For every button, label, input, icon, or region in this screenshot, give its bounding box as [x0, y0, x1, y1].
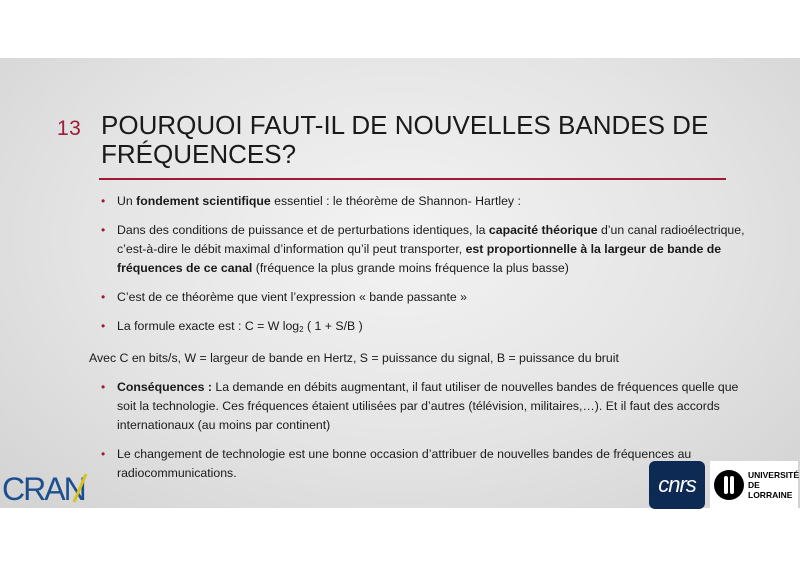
ul-logo-line1: UNIVERSITÉ	[748, 470, 800, 480]
bullet-icon: •	[101, 223, 106, 237]
bold-text: fondement scientifique	[136, 194, 271, 208]
bullet-item	[101, 317, 746, 339]
text-run: La demande en débits augmentant, il faut utiliser de nouvelles bandes de fréquences quelle que soit la technologie. Ces fréquences étaient utilisées par d’autres (télévision, militaires,…). Et il faut des accords internationaux (au moins par continent)	[117, 380, 739, 432]
bullet-icon: •	[101, 290, 106, 304]
slide-body	[89, 192, 746, 493]
cnrs-logo-text: cnrs	[658, 472, 696, 497]
text-run: La formule exacte est : C = W log	[117, 319, 300, 333]
cran-logo	[0, 468, 98, 508]
ul-logo-line2: DE LORRAINE	[748, 480, 793, 500]
text-run: Avec C en bits/s, W = largeur de bande en Hertz, S = puissance du signal, B = puissance du bruit	[89, 351, 619, 365]
bold-text: est proportionnelle à la largeur de bande de fréquences de ce canal	[117, 242, 722, 275]
slide-title: POURQUOI FAUT-IL DE NOUVELLES BANDES DE FRÉQUENCES?	[101, 110, 709, 169]
text-run: (fréquence la plus grande moins fréquence la plus basse)	[252, 261, 569, 275]
universite-de-lorraine-logo	[710, 461, 798, 509]
text-run: Dans des conditions de puissance et de perturbations identiques, la	[117, 223, 489, 237]
text-run: C’est de ce théorème que vient l’expression « bande passante »	[117, 290, 467, 304]
bullet-icon: •	[101, 380, 106, 394]
bullet-icon: •	[101, 447, 106, 461]
ul-mark-icon	[714, 470, 744, 500]
bullet-item	[101, 288, 746, 307]
cran-logo-text: CRAN	[2, 471, 85, 507]
text-run: d’un canal radioélectrique, c’est-à-dire le débit maximal d’information qu’il peut transporter,	[117, 223, 745, 256]
slide	[0, 58, 800, 508]
bullet-item	[101, 221, 746, 278]
bold-text: capacité théorique	[488, 223, 598, 237]
bullet-item	[101, 378, 746, 435]
text-run: essentiel : le théorème de Shannon- Hartley :	[270, 194, 521, 208]
text-run: Le changement de technologie est une bonne occasion d’attribuer de nouvelles bandes de fréquences au radiocommunications.	[117, 447, 692, 480]
bullet-icon: •	[101, 319, 106, 333]
bullet-icon: •	[101, 194, 106, 208]
paragraph	[89, 349, 734, 368]
text-run: 2	[299, 325, 304, 334]
title-divider	[99, 178, 726, 180]
bullet-item	[101, 192, 746, 211]
bold-text: Conséquences :	[117, 380, 212, 394]
text-run: Un	[117, 194, 137, 208]
cnrs-logo	[649, 461, 705, 509]
slide-number: 13	[57, 117, 82, 140]
text-run: ( 1 + S/B )	[303, 319, 363, 333]
